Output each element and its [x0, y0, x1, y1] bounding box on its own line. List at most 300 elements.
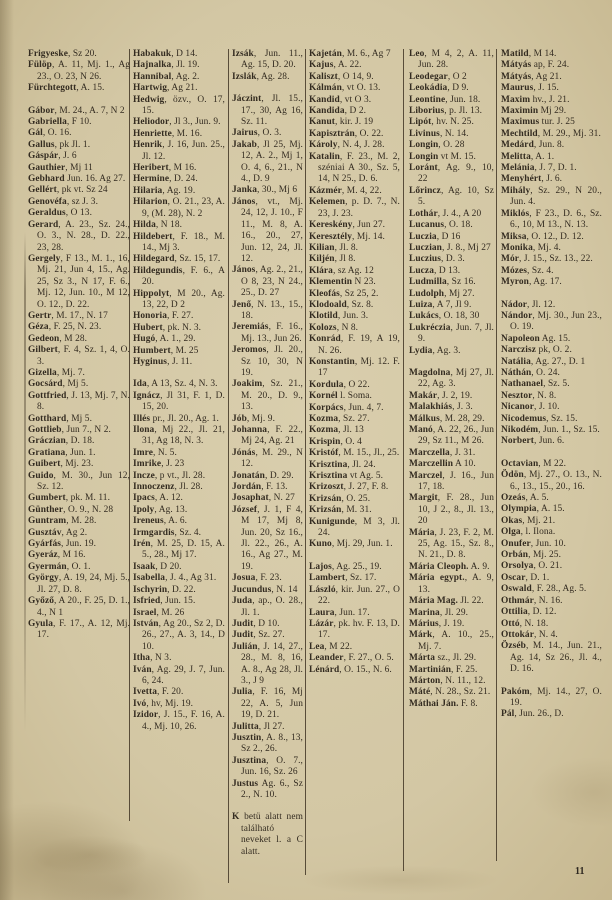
index-entry: Malakhiás, J. 3.	[409, 402, 473, 413]
index-entry: József, J. 1, F 4, M 17, Mj 8, Jun. 20, Sz 16., Jl. 22., 26., A. 16., Ag 27., M. 19.	[232, 504, 303, 572]
entry-name: Ludmilla	[409, 277, 447, 288]
entry-name: Johanna	[232, 425, 268, 435]
entry-name: Gyula	[28, 618, 53, 629]
index-entry: Gotthard, Mj 5.	[28, 413, 93, 424]
entry-name: Julitta	[232, 721, 259, 732]
entry-name: Kilian	[309, 242, 335, 253]
entry-name: Narczisz	[501, 345, 536, 356]
entry-name: Hubert	[133, 322, 163, 333]
entry-name: Honoria	[133, 311, 168, 322]
entry-name: Kozma	[309, 414, 339, 424]
entry-name: Leo	[409, 49, 425, 59]
index-entry: Okas, Mj. 21.	[501, 515, 556, 526]
index-entry: Melánia, J. 7, D. 1.	[501, 163, 577, 174]
index-entry: Habakuk, D 14.	[133, 49, 198, 59]
index-entry: Izidor, J. 15., F. 16, A. 4., Mj. 10, 26.	[133, 710, 225, 732]
index-entry: Gellért, pk vt. Sz 24	[28, 185, 108, 196]
entry-name: Napoleon	[501, 333, 540, 344]
index-entry: Gergely, F 13., M. 1., 16, Mj. 21, Jun 4, 15., Ag. 25, Sz 3., N 17, F. 6., Mj. 12, Jun. 10., M 12, O. 12., D. 22.	[28, 253, 130, 310]
index-entry: Gabriella, F 10.	[28, 117, 92, 128]
entry-name: Henriette	[133, 128, 172, 139]
entry-name: Kiljén	[309, 254, 335, 265]
index-entry: Izslák, Ag. 28.	[232, 71, 290, 82]
index-entry: Luczius, D. 3.	[409, 254, 465, 265]
entry-name: Gratiana	[28, 447, 66, 458]
entry-name: Olympia	[501, 504, 537, 515]
index-entry: Mihály, Sz. 29., N 20., Jun. 4.	[501, 185, 602, 208]
entry-name: Gáspár	[28, 151, 59, 162]
entry-name: Ilona	[133, 425, 155, 435]
entry-name: Hajnalka	[133, 60, 172, 71]
index-entry: Isaak, D 20.	[133, 561, 182, 572]
index-entry: Maxim hv., J. 21.	[501, 94, 570, 105]
section-gap	[28, 95, 130, 106]
index-entry: Jenő, N. 13., 15., 18.	[232, 299, 303, 321]
entry-name: Katalin	[309, 151, 340, 162]
index-entry: Lajos, Ag. 25., 19.	[309, 561, 382, 572]
index-entry: Kleofás, Sz 25, 2.	[309, 288, 379, 299]
index-entry: Ludolph, Mj 27.	[409, 288, 475, 299]
entry-name: Humbert	[133, 345, 171, 356]
index-entry: Henriette, M. 16.	[133, 128, 203, 139]
entry-name: Krizoszt	[309, 482, 344, 493]
entry-name: Nathanael	[501, 379, 544, 390]
index-entry: Krisztina, Jl. 24.	[309, 459, 376, 470]
entry-name: Luczian	[409, 242, 442, 253]
index-entry: Lambert, Sz. 17.	[309, 573, 377, 584]
index-entry: Nathanael, Sz. 5.	[501, 379, 570, 390]
entry-name: Livinus	[409, 128, 440, 139]
k-section-note: K betü alatt nem található neveket l. a C alatt.	[232, 812, 303, 857]
entry-name: Melánia	[501, 163, 535, 174]
entry-name: Nándor	[501, 310, 533, 321]
entry-name: Gumbert	[28, 493, 66, 504]
index-entry: Keresztély, Mj. 14.	[309, 231, 385, 242]
entry-name: Krisztina	[309, 471, 348, 482]
entry-name: Lucanus	[409, 220, 445, 231]
entry-name: Martinián	[409, 664, 452, 675]
entry-name: Olga	[501, 527, 521, 538]
index-entry: Marczel, J. 16., Jun 17, 18.	[409, 470, 494, 493]
index-entry: Hildebert, F. 18., M. 14., Mj 3.	[133, 231, 225, 253]
index-entry: Hubert, pk. N. 3.	[133, 322, 202, 333]
entry-name: Márta	[409, 653, 436, 664]
index-entry: Fürchtegott, A. 15.	[28, 83, 105, 94]
index-entry: Gusztáv, Ag 2.	[28, 527, 88, 538]
entry-name: Jeromos	[232, 345, 267, 356]
index-entry: Gilbert, F. 4, Sz. 1, 4, O. 3.	[28, 345, 130, 367]
index-entry: Jucundus, N. 14	[232, 584, 298, 595]
entry-name: Klotild	[309, 311, 338, 322]
index-entry: Kilian, Jl. 8.	[309, 242, 359, 253]
index-entry: Kolozs, N 8.	[309, 322, 359, 333]
entry-name: Korpács	[309, 402, 344, 413]
entry-name: Imrike	[133, 459, 162, 470]
entry-name: Gál	[28, 128, 43, 139]
index-entry: Gratiana, Jun. 1.	[28, 447, 96, 458]
entry-name: Juda	[232, 596, 253, 607]
index-entry: Liborius, p. Jl. 13.	[409, 106, 483, 117]
entry-name: Izidor	[133, 710, 159, 721]
entry-name: Geraldus	[28, 208, 66, 219]
index-entry: Kristóf, M. 15., Jl., 25.	[309, 448, 400, 459]
index-entry: Kaliszt, O 14, 9.	[309, 71, 374, 82]
entry-name: Lucza	[409, 265, 434, 276]
entry-name: Oswald	[501, 584, 532, 595]
entry-name: Gyeráz	[28, 550, 58, 561]
entry-name: Nesztor	[501, 390, 533, 401]
index-entry: Judit, Sz. 27.	[232, 630, 285, 641]
entry-name: Menyhért	[501, 174, 542, 185]
index-entry: Geraldus, O 13.	[28, 208, 93, 219]
index-entry: Gerard, A. 23., Sz. 24., O. 3., N. 28., D. 22., 23, 28.	[28, 219, 130, 253]
index-entry: Orsolya, O. 21.	[501, 561, 563, 572]
index-entry: István, Ag 20., Sz 2, D. 26., 27., A. 3, 14., D 10.	[133, 618, 225, 652]
index-entry: Konstantin, Mj. 12. F. 17	[309, 356, 400, 379]
entry-name: Makár	[409, 390, 438, 401]
index-entry: Izsák, Jun. 11., Ag. 15, D. 20.	[232, 49, 303, 71]
index-entry: Irmgardis, Sz. 4.	[133, 527, 202, 538]
section-gap	[133, 368, 225, 379]
index-entry: Hartwig, Ag 21.	[133, 83, 198, 94]
index-entry: Onufer, Jun. 10.	[501, 538, 566, 549]
section-gap	[501, 676, 602, 687]
index-entry: Gumbert, pk. M. 11.	[28, 493, 111, 504]
entry-name: Jusztin	[232, 732, 262, 743]
index-entry: Kajetán, M. 6., Ag 7	[309, 49, 391, 59]
index-entry: Málkus, M. 28, 29.	[409, 413, 485, 424]
entry-name: Kapisztrán	[309, 128, 355, 139]
index-entry: Joakim, Sz. 21., M. 20., D. 9., 13.	[232, 379, 303, 413]
index-column-4	[309, 49, 400, 676]
index-entry: Kapisztrán, O. 22.	[309, 128, 384, 139]
index-entry: Kornél l. Soma.	[309, 391, 372, 402]
index-entry: Josaphat, N. 27	[232, 493, 295, 504]
entry-name: Judit	[232, 618, 254, 629]
entry-name: Krizsán	[309, 505, 342, 516]
entry-name: Medárd	[501, 140, 534, 151]
index-entry: Julián, J. 14, 27., 28., M. 8, 16, A. 8., Ag 28, Jl. 3., J 9	[232, 641, 303, 686]
index-entry: Mózes, Sz. 4.	[501, 265, 554, 276]
entry-name: Manó	[409, 425, 433, 435]
entry-name: Okas	[501, 515, 523, 526]
index-entry: Hannibal, Ag. 2.	[133, 71, 200, 82]
index-entry: Katalin, F. 23., M. 2, széniai A 30., Sz. 5, 14, N 25., D. 6.	[309, 151, 400, 185]
entry-name: Ischyrin	[133, 584, 168, 595]
index-entry: Ignácz, Jl 31, F. 1, D. 15, 20.	[133, 390, 225, 413]
entry-name: Győző	[28, 596, 55, 607]
entry-name: Leodegar	[409, 71, 448, 82]
index-entry: Pakóm, Mj. 14., 27, O. 19.	[501, 686, 602, 708]
index-entry: Gottfried, J. 13, Mj. 7, N. 8.	[28, 390, 130, 413]
index-entry: Kázmér, M. 4, 22.	[309, 185, 382, 196]
index-entry: Oswald, F. 28., Ag. 5.	[501, 584, 587, 595]
entry-name: Gergely	[28, 253, 61, 264]
entry-name: Gizella	[28, 367, 57, 378]
index-entry: Gallus, pk Jl. 1.	[28, 139, 91, 150]
index-entry: Klodoald, Sz. 8.	[309, 299, 374, 310]
entry-name: Hugó	[133, 334, 156, 345]
index-entry: Hilda, N 18.	[133, 220, 183, 231]
entry-name: Kandid	[309, 94, 340, 105]
entry-name: János	[232, 265, 256, 276]
index-entry: Gedeon, M 28.	[28, 333, 88, 344]
index-entry: György, A. 19, 24, Mj. 5., Jl. 27, D. 8.	[28, 573, 130, 595]
index-entry: Lénárd, O. 15., N. 6.	[309, 664, 392, 675]
entry-name: Izslák	[232, 71, 257, 82]
index-entry: Ischyrin, D. 22.	[133, 584, 196, 595]
index-entry: Gyeráz, M 16.	[28, 550, 86, 561]
entry-name: Ludolph	[409, 288, 445, 299]
entry-name: Iván	[133, 664, 152, 675]
index-entry: Kunigunde, M 3, Jl. 24.	[309, 516, 400, 539]
index-entry: Nádor, Jl. 12.	[501, 299, 556, 310]
entry-name: Janka	[232, 185, 257, 196]
index-entry: Nicodemus, Sz. 15.	[501, 413, 578, 424]
index-entry: Makár, J. 2, 19.	[409, 390, 473, 401]
entry-name: Konstantin	[309, 356, 355, 367]
index-column-2	[133, 49, 225, 733]
entry-name: Pál	[501, 709, 515, 720]
index-entry: Mátyás, Ag 21.	[501, 71, 562, 82]
entry-name: Mór	[501, 254, 519, 265]
entry-name: Máté	[409, 687, 431, 698]
entry-name: Ida	[133, 379, 147, 390]
index-entry: Myron, Ag. 17.	[501, 277, 562, 288]
entry-name: Málkus	[409, 413, 440, 424]
index-column-1	[28, 49, 130, 642]
entry-name: Jenő	[232, 299, 252, 310]
index-entry: Martinián, F. 25.	[409, 664, 478, 675]
entry-name: Gráczian	[28, 436, 66, 447]
entry-name: Marczellin	[409, 459, 454, 470]
entry-name: Márius	[409, 618, 439, 629]
index-entry: Luiza, A 7, Jl 9.	[409, 299, 472, 310]
entry-name: Jakab	[232, 139, 257, 150]
index-entry: Gizella, Mj. 7.	[28, 367, 85, 378]
entry-name: Nicodemus	[501, 413, 547, 424]
index-entry: Gyula, F. 17., A. 12, Mj. 17.	[28, 618, 130, 641]
entry-name: Loránt	[409, 163, 438, 174]
entry-name: Maximin	[501, 106, 539, 117]
index-entry: Jakab, Jl 25, Mj. 12, A. 2., Mj 1, O. 4, 6., 21., N 4., D. 9	[232, 139, 303, 185]
entry-name: Mária Cleoph.	[409, 561, 469, 572]
entry-name: Günther	[28, 504, 64, 515]
entry-name: Mátyás	[501, 71, 532, 82]
entry-name: Norbert	[501, 436, 534, 447]
index-entry: Leontine, Jun. 18.	[409, 94, 481, 105]
entry-name: Jonatán	[232, 470, 265, 481]
index-entry: Ludmilla, Sz 16.	[409, 277, 476, 288]
entry-name: Gotthard	[28, 413, 67, 424]
index-entry: Olympia, A. 15.	[501, 504, 565, 515]
entry-name: Lénárd	[309, 664, 340, 675]
index-entry: Kandida, D 2.	[309, 106, 367, 117]
index-entry: János, vt., Mj. 24, 12, J. 10., F 11., M. 8, A. 16., 20., 27, Jun. 12, 24, Jl. 12.	[232, 196, 303, 264]
entry-name: Kaliszt	[309, 71, 338, 82]
entry-name: István	[133, 618, 159, 629]
entry-name: Keresztély	[309, 231, 352, 242]
index-entry: Justus Ag. 6., Sz 2., N. 10.	[232, 778, 303, 800]
index-entry: Fülöp, A. 11, Mj. 1., Ag 23., O. 23, N 26.	[28, 60, 130, 82]
index-entry: Hermine, D. 24.	[133, 174, 198, 185]
index-entry: Gertr, M. 17., N. 17	[28, 310, 108, 321]
index-entry: Jordán, F. 13.	[232, 482, 288, 493]
index-entry: Márk, A. 10., 25., Mj. 7.	[409, 630, 494, 652]
entry-name: Heliodor	[133, 117, 170, 128]
section-gap	[501, 289, 602, 300]
index-entry: Magdolna, Mj 27, Jl. 22, Ag. 3.	[409, 367, 494, 390]
entry-name: Fürchtegott	[28, 83, 77, 94]
index-entry: Ottokár, N. 4.	[501, 629, 558, 640]
index-entry: Imre, N. 5.	[133, 447, 177, 458]
index-entry: Náthán, O. 24.	[501, 367, 560, 378]
entry-name: Kajetán	[309, 49, 342, 59]
entry-name: Mihály	[501, 185, 531, 196]
index-entry: Marczella, J. 31.	[409, 447, 476, 458]
index-entry: Ottilia, D. 12.	[501, 607, 557, 618]
index-entry: Loránt, Ag. 9., 10, 22	[409, 163, 494, 185]
index-column-5	[409, 49, 494, 710]
index-column-6	[501, 49, 602, 721]
index-entry: Márton, N. 11., 12.	[409, 675, 486, 686]
entry-name: Matild	[501, 49, 529, 59]
entry-name: Kajus	[309, 60, 334, 71]
index-entry: Géza, F. 25, N. 23.	[28, 322, 102, 333]
index-entry: Lukács, O. 18, 30	[409, 311, 480, 322]
index-entry: Israel, M. 26	[133, 607, 185, 618]
index-column-3	[232, 49, 303, 858]
entry-name: Károly	[309, 140, 338, 151]
entry-name: Lajos	[309, 561, 332, 572]
index-entry: Kuno, Mj. 29, Jun. 1.	[309, 539, 393, 550]
entry-name: Jeremiás	[232, 322, 269, 333]
index-entry: Károly, N. 4, J. 28.	[309, 140, 385, 151]
entry-name: Monika	[501, 242, 533, 253]
entry-name: Gottfried	[28, 390, 67, 401]
index-entry: László, kir. Jun. 27., O 22.	[309, 584, 400, 607]
entry-name: Gellért	[28, 185, 57, 196]
entry-name: Kordula	[309, 379, 344, 390]
entry-name: Mária	[409, 527, 435, 538]
entry-name: Guido	[28, 470, 54, 481]
index-entry: Julitta, Jl 27.	[232, 721, 285, 732]
entry-name: József	[232, 504, 258, 515]
entry-name: Innoczenz	[133, 482, 175, 493]
entry-name: Longin	[409, 151, 439, 162]
index-entry: Márius, J. 19.	[409, 618, 465, 629]
entry-name: Mária Mag.	[409, 596, 458, 607]
entry-name: Krispin	[309, 436, 341, 447]
entry-name: Hermine	[133, 174, 170, 185]
entry-name: Itha	[133, 653, 151, 664]
index-entry: Leodegar, O 2	[409, 71, 467, 82]
column-rule	[228, 49, 229, 883]
entry-name: Ipoly	[133, 504, 155, 515]
entry-name: Kornél	[309, 391, 338, 402]
index-entry: Gráczian, D. 18.	[28, 436, 95, 447]
index-entry: Marczellin A 10.	[409, 459, 476, 470]
section-gap	[501, 448, 602, 459]
entry-name: Gyermán	[28, 561, 67, 572]
index-entry: Luczia, D 16	[409, 231, 461, 242]
index-entry: Gábor, M. 24., A. 7, N 2	[28, 105, 125, 116]
entry-name: Gocsárd	[28, 379, 63, 390]
index-entry: Hilarion, O. 21., 23, A. 9, (M. 28), N. 2	[133, 197, 225, 219]
entry-name: Lambert	[309, 573, 346, 584]
index-entry: Ida, A 13, Sz. 4, N. 3.	[133, 379, 218, 390]
entry-name: Hyginus	[133, 356, 168, 367]
index-entry: Medárd, Jun. 8.	[501, 140, 565, 151]
index-entry: Norbert, Jun. 6.	[501, 436, 565, 447]
index-entry: Kozma, Jl. 13	[309, 425, 364, 436]
entry-name: Lipót	[409, 117, 432, 128]
entry-name: Kanut	[309, 117, 336, 128]
index-entry: Jairus, O. 3.	[232, 128, 282, 139]
index-entry: Julia, F. 16, Mj 22, A. 5, Jun 19, D. 21.	[232, 687, 303, 721]
entry-name: Hildebert	[133, 231, 173, 242]
entry-name: Ödön	[501, 470, 524, 481]
entry-name: Kuno	[309, 539, 332, 550]
entry-name: Incze	[133, 470, 155, 481]
entry-name: Ivó	[133, 698, 147, 709]
index-entry: Lucanus, O. 18.	[409, 220, 473, 231]
entry-name: Guntram	[28, 516, 67, 527]
entry-name: Gerard	[28, 219, 59, 230]
index-entry: Gál, O. 16.	[28, 128, 72, 139]
index-entry: Henrik, J. 16, Jun. 25., Jl. 12.	[133, 140, 225, 162]
entry-name: Jusztina	[232, 755, 267, 766]
entry-name: Kolozs	[309, 322, 337, 333]
index-entry: Gauthier, Mj 11	[28, 162, 93, 173]
entry-name: Orbán	[501, 550, 529, 561]
page-edge-shadow	[0, 0, 14, 900]
entry-name: Kereskény	[309, 220, 353, 231]
index-entry: Jeremiás, F. 16., Mj. 13., Jun 26.	[232, 322, 303, 344]
entry-name: Krisztina	[309, 459, 348, 470]
index-entry: Kandid, vt O 3.	[309, 94, 372, 105]
index-entry: Itha, N 3.	[133, 653, 172, 664]
entry-name: Lázár	[309, 618, 334, 629]
index-entry: Mária egypt., A. 9, 13.	[409, 573, 495, 595]
entry-name: Lothár	[409, 208, 438, 219]
index-entry: Maurus, J. 15.	[501, 83, 559, 94]
column-rule	[403, 49, 404, 871]
entry-name: Guibert	[28, 459, 61, 470]
index-entry: Máté, N. 28., Sz. 21.	[409, 687, 491, 698]
index-entry: Othmár, N. 16.	[501, 595, 563, 606]
entry-name: Miksa	[501, 231, 527, 242]
index-entry: Margit, F. 28., Jun 10, J 2., 8., Jl. 13., 20	[409, 493, 494, 527]
index-entry: Klára, sz Ag. 12	[309, 265, 374, 276]
entry-name: Nicanor	[501, 402, 534, 413]
entry-name: Gilbert	[28, 345, 58, 356]
index-entry: Ivó, hv, Mj. 19.	[133, 698, 194, 709]
index-entry: Olga, l. Ilona.	[501, 527, 556, 538]
index-entry: Márta sz., Jl. 29.	[409, 653, 477, 664]
entry-name: Onufer	[501, 538, 531, 549]
index-entry: Longin vt M. 15.	[409, 151, 476, 162]
index-entry: Nicanor, J. 10.	[501, 402, 560, 413]
index-entry: Jonatán, D. 29.	[232, 470, 294, 481]
entry-name: Gábor	[28, 105, 55, 116]
index-entry: Imrike, J. 23	[133, 459, 185, 470]
index-entry: Hippolyt, M 20., Ag. 13, 22, D 2	[133, 288, 225, 310]
entry-name: Maximus	[501, 117, 540, 128]
entry-name: Margit	[409, 493, 438, 504]
index-entry: Hedwig, özv., O. 17, 15.	[133, 94, 225, 117]
index-entry: Hildegard, Sz. 15, 17.	[133, 254, 221, 265]
